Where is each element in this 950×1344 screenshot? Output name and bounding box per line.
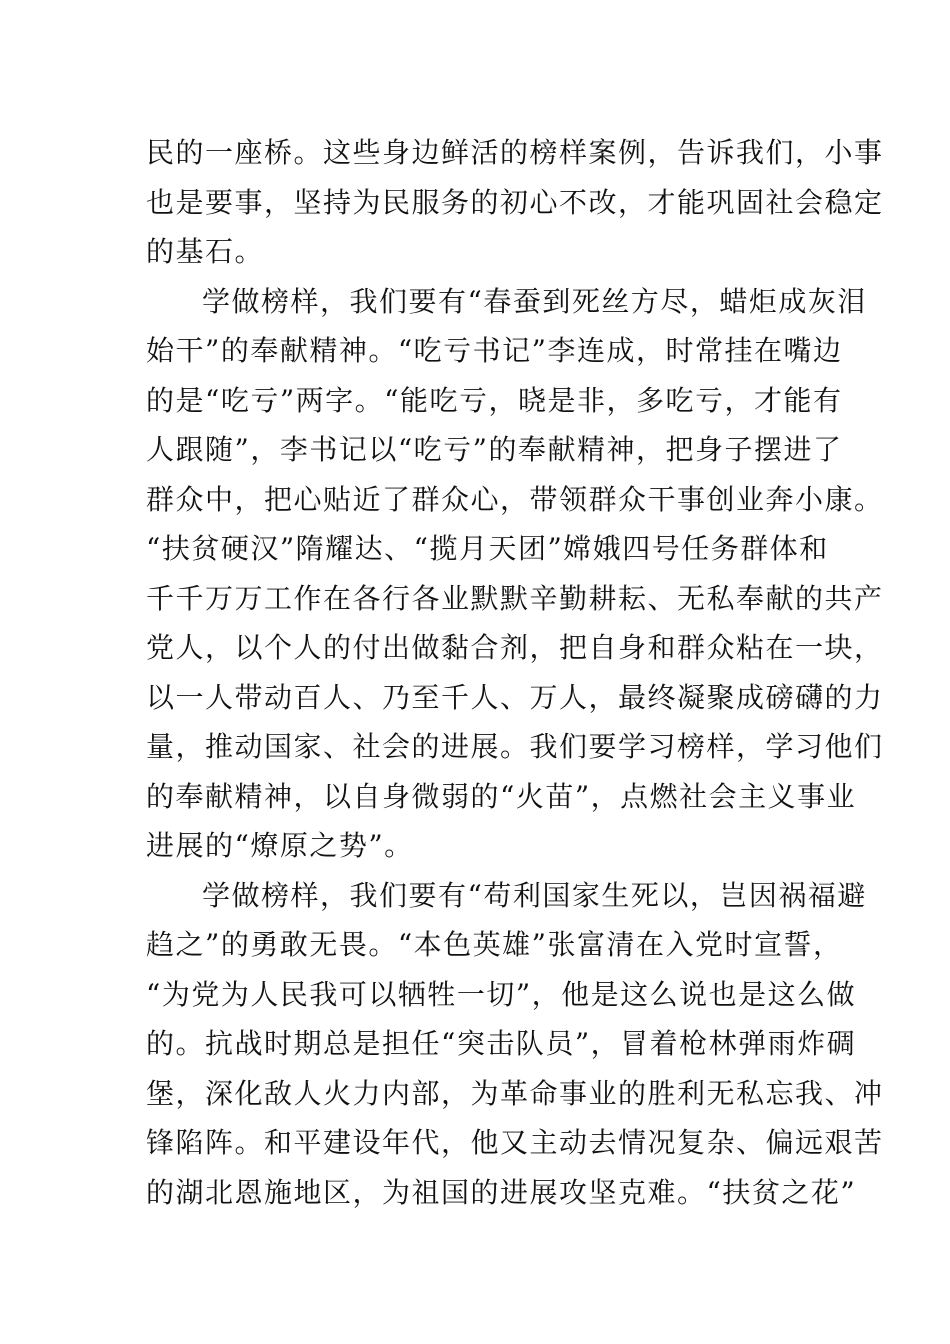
text-line: 趋之”的勇敢无畏。“本色英雄”张富清在入党时宣誓， xyxy=(146,928,843,961)
text-line: 始干”的奉献精神。“吃亏书记”李连成，时常挂在嘴边 xyxy=(146,334,843,367)
text-line: 民的一座桥。这些身边鲜活的榜样案例，告诉我们，小事 xyxy=(146,136,884,169)
text-line: 党人，以个人的付出做黏合剂，把自身和群众粘在一块， xyxy=(146,631,884,664)
text-line: 进展的“燎原之势”。 xyxy=(146,829,414,862)
text-line: 学做榜样，我们要有“春蚕到死丝方尽，蜡炬成灰泪 xyxy=(202,284,867,318)
text-line: 千千万万工作在各行各业默默辛勤耕耘、无私奉献的共产 xyxy=(146,581,884,615)
text-line: 的湖北恩施地区，为祖国的进展攻坚克难。“扶贫之花” xyxy=(146,1175,857,1209)
text-line: “为党为人民我可以牺牲一切”，他是这么说也是这么做 xyxy=(146,977,857,1011)
text-line: 量，推动国家、社会的进展。我们要学习榜样，学习他们 xyxy=(146,730,884,763)
text-line: 的。抗战时期总是担任“突击队员”，冒着枪林弹雨炸碉 xyxy=(146,1027,857,1060)
text-line: 锋陷阵。和平建设年代，他又主动去情况复杂、偏远艰苦 xyxy=(146,1126,884,1159)
text-line: 群众中，把心贴近了群众心，带领群众干事创业奔小康。 xyxy=(146,482,884,516)
text-line: 的基石。 xyxy=(146,235,265,268)
text-line: 以一人带动百人、乃至千人、万人，最终凝聚成磅礴的力 xyxy=(146,680,884,714)
text-line: 的奉献精神，以自身微弱的“火苗”，点燃社会主义事业 xyxy=(146,779,857,813)
text-line: 学做榜样，我们要有“苟利国家生死以，岂因祸福避 xyxy=(202,878,867,912)
text-line: 堡，深化敌人火力内部，为革命事业的胜利无私忘我、冲 xyxy=(146,1076,884,1110)
text-line: “扶贫硬汉”隋耀达、“揽月天团”嫦娥四号任务群体和 xyxy=(146,532,829,565)
document-body xyxy=(146,128,884,1217)
text-line: 人跟随”，李书记以“吃亏”的奉献精神，把身子摆进了 xyxy=(146,433,843,466)
text-line: 也是要事，坚持为民服务的初心不改，才能巩固社会稳定 xyxy=(146,185,884,219)
text-line: 的是“吃亏”两字。“能吃亏，晓是非，多吃亏，才能有 xyxy=(146,383,843,417)
